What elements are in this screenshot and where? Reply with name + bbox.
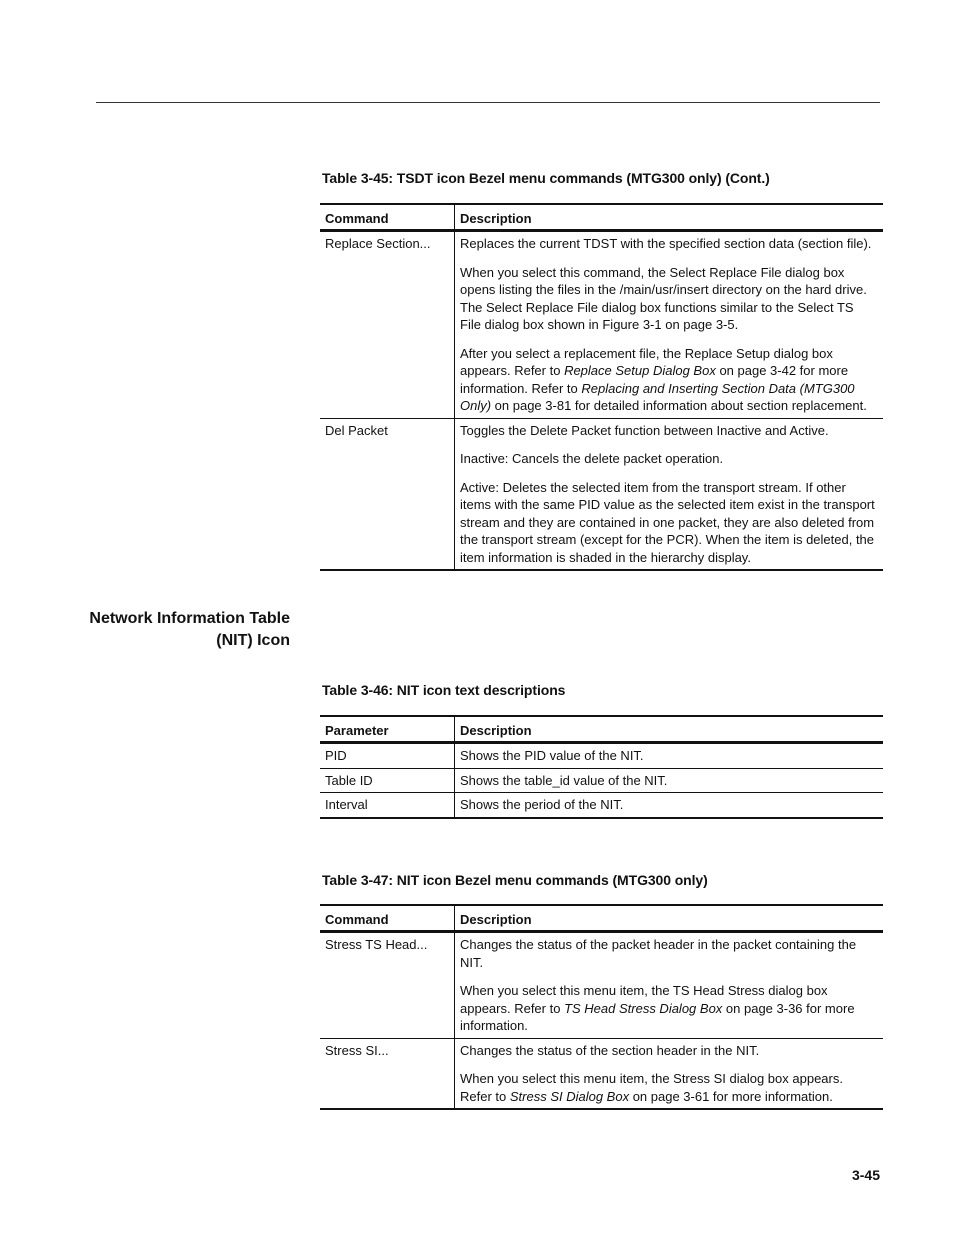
table-47-caption: Table 3-47: NIT icon Bezel menu commands (MTG300 only)	[322, 872, 708, 888]
table-row	[320, 418, 883, 570]
description-paragraph: Replaces the current TDST with the specified section data (section file).	[460, 236, 872, 251]
description-paragraph: Toggles the Delete Packet function between Inactive and Active.	[460, 422, 829, 438]
description-paragraph: Changes the status of the section header in the NIT.	[460, 1042, 760, 1058]
description-paragraph: Changes the status of the packet header in the packet containing the NIT.	[460, 937, 857, 970]
text-run: on page 3-61 for more information.	[629, 1088, 833, 1104]
table-45-caption: Table 3-45: TSDT icon Bezel menu commands (MTG300 only) (Cont.)	[322, 170, 770, 186]
description-paragraph: When you select this command, the Select Replace File dialog box opens listing the files in the /main/usr/insert directory on the hard drive. The Select Replace File dialog box functions similar to the Select TS File dialog box shown in Figure 3-1 on page 3-5.	[460, 264, 867, 332]
description-cell	[455, 1038, 884, 1109]
table-46	[320, 715, 883, 819]
parameter-cell: PID	[320, 743, 455, 769]
text-run: After you select a replacement file, the Replace Setup dialog box appears. Refer to	[460, 345, 833, 378]
text-run: When you select this menu item, the TS Head Stress dialog box appears. Refer to	[460, 983, 828, 1016]
description-cell: Shows the PID value of the NIT.	[455, 743, 884, 769]
table-header-row	[320, 716, 883, 743]
column-header-description: Description	[455, 204, 884, 231]
table-header-row	[320, 204, 883, 231]
cross-reference: Stress SI Dialog Box	[509, 1088, 630, 1104]
column-header-parameter: Parameter	[320, 716, 455, 743]
section-heading	[89, 608, 290, 652]
cross-reference: TS Head Stress Dialog Box	[564, 1000, 723, 1016]
section-heading-line: Network Information Table	[89, 610, 290, 627]
text-run: on page 3-42 for more information. Refer to	[460, 363, 849, 396]
parameter-cell: Table ID	[320, 768, 455, 793]
column-header-description: Description	[455, 716, 884, 743]
table-row	[320, 932, 883, 1039]
cross-reference: Replacing and Inserting Section Data (MTG300 Only)	[460, 380, 855, 413]
page-number: 3-45	[851, 1167, 880, 1183]
table-47	[320, 904, 883, 1110]
command-cell: Del Packet	[320, 418, 455, 570]
description-paragraph: Inactive: Cancels the delete packet operation.	[460, 451, 724, 466]
table-row	[320, 793, 883, 818]
table-row	[320, 743, 883, 769]
table-46-caption: Table 3-46: NIT icon text descriptions	[322, 682, 566, 698]
header-rule	[96, 102, 880, 103]
command-cell: Stress TS Head...	[320, 932, 455, 1039]
text-run: When you select this menu item, the Stress SI dialog box appears. Refer to	[460, 1071, 843, 1104]
text-run: on page 3-81 for detailed information about section replacement.	[491, 398, 867, 413]
parameter-cell: Interval	[320, 793, 455, 818]
column-header-command: Command	[320, 905, 455, 932]
section-heading-line: (NIT) Icon	[216, 632, 290, 649]
text-run: on page 3-36 for more information.	[460, 1000, 855, 1033]
column-header-description: Description	[455, 905, 884, 932]
command-cell: Stress SI...	[320, 1038, 455, 1109]
table-row	[320, 231, 883, 419]
description-cell: Shows the period of the NIT.	[455, 793, 884, 818]
table-row	[320, 1038, 883, 1109]
command-cell: Replace Section...	[320, 231, 455, 419]
description-cell	[455, 231, 884, 419]
cross-reference: Replace Setup Dialog Box	[564, 363, 716, 378]
description-paragraph	[460, 1070, 878, 1105]
description-cell	[455, 932, 884, 1039]
description-cell: Shows the table_id value of the NIT.	[455, 768, 884, 793]
description-paragraph: Active: Deletes the selected item from the transport stream. If other items with the same PID value as the selected item exist in the transport stream and they are contained in one packet, they are also deleted from the transport stream (except for the PCR). When the item is deleted, the item information is shaded in the hierarchy display.	[460, 479, 875, 565]
description-paragraph	[460, 982, 878, 1035]
description-cell	[455, 418, 884, 570]
column-header-command: Command	[320, 204, 455, 231]
table-header-row	[320, 905, 883, 932]
table-row	[320, 768, 883, 793]
description-paragraph	[460, 345, 878, 415]
table-45	[320, 203, 883, 571]
